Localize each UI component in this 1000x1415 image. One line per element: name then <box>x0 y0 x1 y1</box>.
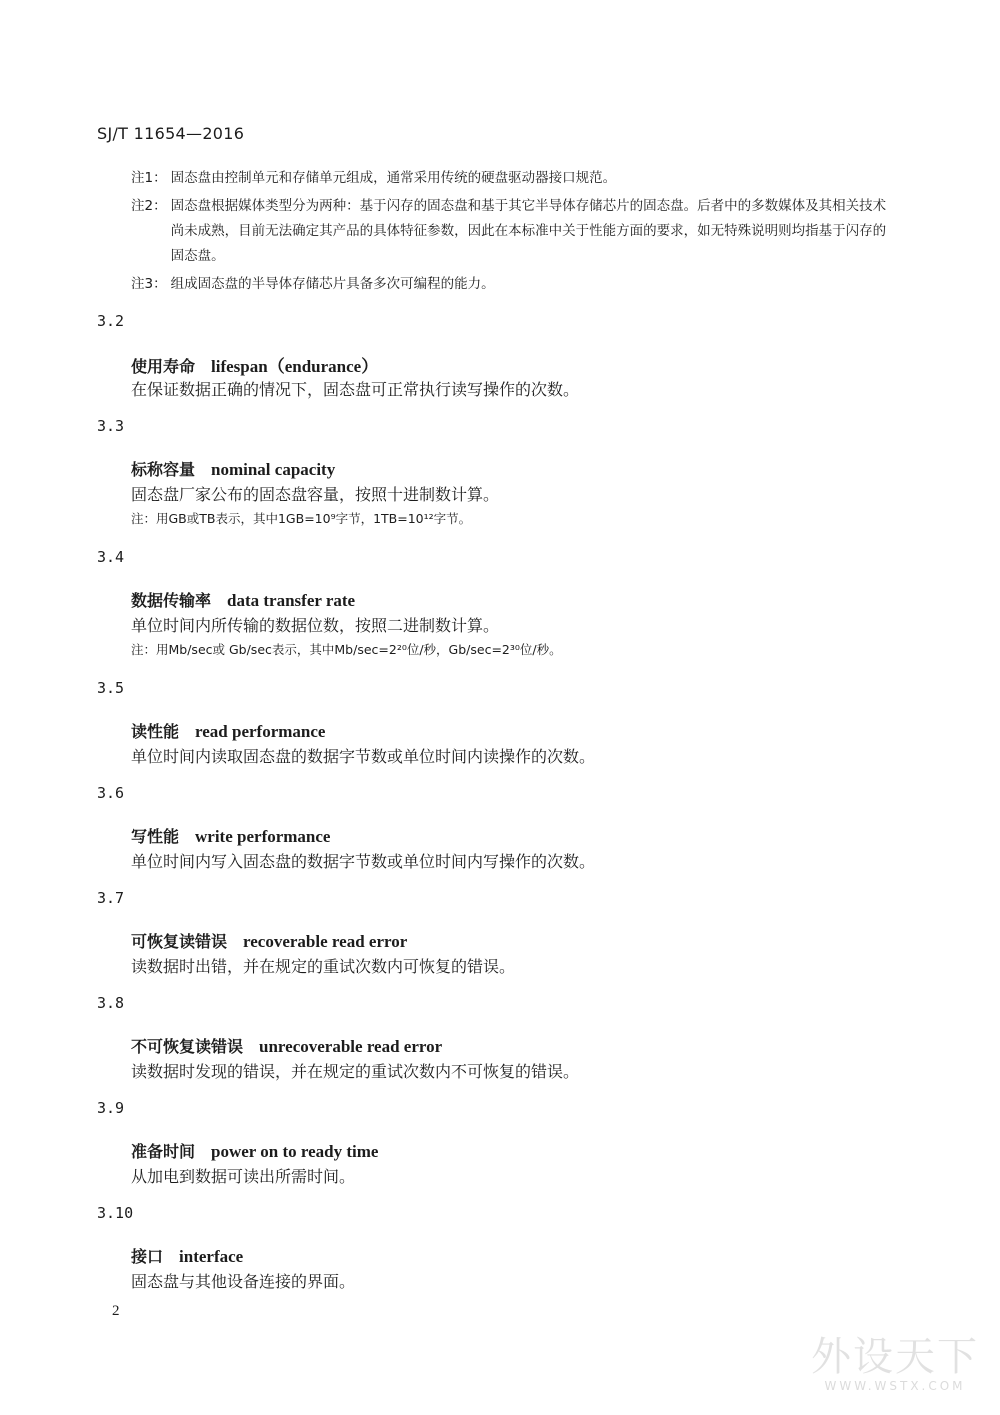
note-label: 注3： <box>131 276 167 292</box>
entry-definition: 读数据时发现的错误，并在规定的重试次数内不可恢复的错误。 <box>131 1062 580 1081</box>
term-chinese: 标称容量 <box>131 460 196 479</box>
entry-term <box>131 352 378 377</box>
term-chinese: 不可恢复读错误 <box>131 1037 244 1056</box>
entry-definition: 从加电到数据可读出所需时间。 <box>131 1167 356 1186</box>
entry-note: 注：用GB或TB表示，其中1GB=10⁹字节，1TB=10¹²字节。 <box>131 511 472 526</box>
entry-definition: 读数据时出错，并在规定的重试次数内可恢复的错误。 <box>131 957 516 976</box>
note-2 <box>131 194 891 269</box>
entry-definition: 单位时间内所传输的数据位数，按照二进制数计算。 <box>131 616 500 635</box>
term-english: write performance <box>195 827 331 846</box>
term-english: read performance <box>195 722 326 741</box>
note-label: 注2： <box>131 198 167 214</box>
entry-term <box>131 719 325 742</box>
term-chinese: 读性能 <box>131 722 180 741</box>
term-english: lifespan（endurance） <box>211 357 379 376</box>
watermark-logo-text: 外设天下 <box>811 1334 979 1380</box>
term-chinese: 写性能 <box>131 827 180 846</box>
watermark-url: WWW.WSTX.COM <box>824 1379 966 1393</box>
entry-number: 3.2 <box>97 312 125 330</box>
entry-number: 3.10 <box>97 1204 134 1222</box>
watermark <box>800 1335 990 1393</box>
term-chinese: 数据传输率 <box>131 591 212 610</box>
term-english: data transfer rate <box>227 591 356 610</box>
term-english: unrecoverable read error <box>259 1037 443 1056</box>
note-text: 固态盘由控制单元和存储单元组成，通常采用传统的硬盘驱动器接口规范。 <box>170 170 617 186</box>
note-text: 组成固态盘的半导体存储芯片具备多次可编程的能力。 <box>170 276 495 292</box>
entry-note: 注：用Mb/sec或 Gb/sec表示，其中Mb/sec=2²⁰位/秒，Gb/sec=2³⁰位/秒。 <box>131 642 562 657</box>
entry-number: 3.7 <box>97 889 125 907</box>
entry-term <box>131 1139 378 1162</box>
entry-number: 3.4 <box>97 548 125 566</box>
entry-definition: 在保证数据正确的情况下，固态盘可正常执行读写操作的次数。 <box>131 380 580 399</box>
term-english: power on to ready time <box>211 1142 379 1161</box>
term-english: interface <box>179 1247 244 1266</box>
term-english: nominal capacity <box>211 460 336 479</box>
standard-code: SJ/T 11654—2016 <box>97 124 245 143</box>
entry-number: 3.9 <box>97 1099 125 1117</box>
term-chinese: 准备时间 <box>131 1142 196 1161</box>
note-label: 注1： <box>131 170 167 186</box>
term-chinese: 接口 <box>131 1247 164 1266</box>
note-3 <box>131 272 891 297</box>
note-text: 固态盘根据媒体类型分为两种：基于闪存的固态盘和基于其它半导体存储芯片的固态盘。后者中的多数媒体及其相关技术尚未成熟，目前无法确定其产品的具体特征参数，因此在本标准中关于性能方面的要求，如无特殊说明则均指基于闪存的固态盘。 <box>170 198 887 264</box>
entry-number: 3.5 <box>97 679 125 697</box>
entry-term <box>131 1034 442 1057</box>
entry-term <box>131 1244 243 1267</box>
entry-definition: 单位时间内读取固态盘的数据字节数或单位时间内读操作的次数。 <box>131 747 596 766</box>
entry-definition: 固态盘厂家公布的固态盘容量，按照十进制数计算。 <box>131 485 500 504</box>
entry-term <box>131 929 407 952</box>
notes-block <box>131 166 891 300</box>
page-number: 2 <box>112 1303 120 1319</box>
entry-term <box>131 588 355 611</box>
entry-number: 3.6 <box>97 784 125 802</box>
term-english: recoverable read error <box>243 932 408 951</box>
entry-definition: 固态盘与其他设备连接的界面。 <box>131 1272 356 1291</box>
term-chinese: 使用寿命 <box>131 357 196 376</box>
term-chinese: 可恢复读错误 <box>131 932 228 951</box>
entry-number: 3.8 <box>97 994 125 1012</box>
entry-term <box>131 824 330 847</box>
entry-definition: 单位时间内写入固态盘的数据字节数或单位时间内写操作的次数。 <box>131 852 596 871</box>
entry-number: 3.3 <box>97 417 125 435</box>
entry-term <box>131 457 335 480</box>
note-1 <box>131 166 891 191</box>
